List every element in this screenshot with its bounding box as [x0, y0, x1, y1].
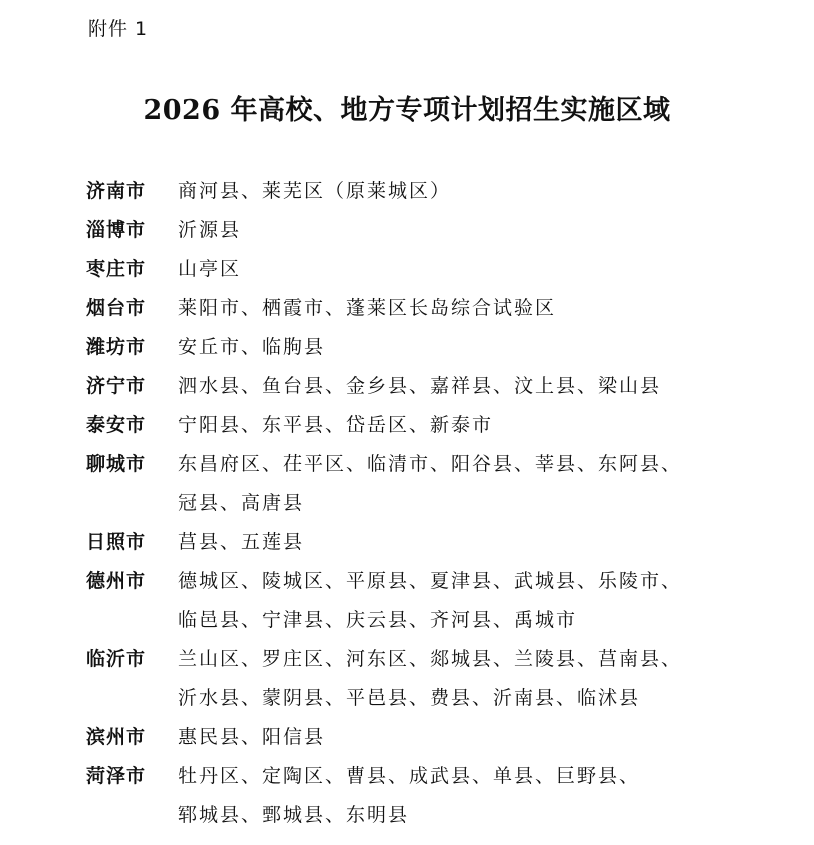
city-name: 淄博市 [86, 219, 147, 241]
county-line: 安丘市、临朐县 [178, 336, 326, 358]
region-row-linyi [86, 640, 746, 718]
region-row-yantai [86, 289, 746, 328]
attachment-label: 附件 1 [88, 18, 149, 40]
region-list [86, 172, 746, 835]
county-list [178, 445, 746, 523]
city-name: 临沂市 [86, 648, 147, 670]
region-row-jinan [86, 172, 746, 211]
city-name: 济南市 [86, 180, 147, 202]
city-name: 日照市 [86, 531, 147, 553]
county-line: 沂水县、蒙阴县、平邑县、费县、沂南县、临沭县 [178, 687, 641, 709]
county-list [178, 718, 746, 757]
county-list [178, 172, 746, 211]
city-name: 枣庄市 [86, 258, 147, 280]
region-row-dezhou [86, 562, 746, 640]
city-name: 泰安市 [86, 414, 147, 436]
county-list [178, 289, 746, 328]
county-list [178, 250, 746, 289]
city-name: 菏泽市 [86, 765, 147, 787]
region-row-binzhou [86, 718, 746, 757]
city-name: 滨州市 [86, 726, 147, 748]
county-list [178, 757, 746, 835]
region-row-taian [86, 406, 746, 445]
region-row-jining [86, 367, 746, 406]
county-list [178, 211, 746, 250]
county-line: 临邑县、宁津县、庆云县、齐河县、禹城市 [178, 609, 578, 631]
county-line: 郓城县、鄄城县、东明县 [178, 804, 410, 826]
county-line: 兰山区、罗庄区、河东区、郯城县、兰陵县、莒南县、 [178, 648, 683, 670]
county-list [178, 562, 746, 640]
region-row-heze [86, 757, 746, 835]
city-name: 潍坊市 [86, 336, 147, 358]
city-name: 济宁市 [86, 375, 147, 397]
county-list [178, 328, 746, 367]
region-row-rizhao [86, 523, 746, 562]
county-line: 德城区、陵城区、平原县、夏津县、武城县、乐陵市、 [178, 570, 683, 592]
region-row-zibo [86, 211, 746, 250]
document-title: 2026 年高校、地方专项计划招生实施区域 [143, 95, 671, 126]
county-list [178, 367, 746, 406]
city-name: 聊城市 [86, 453, 147, 475]
county-line: 东昌府区、茌平区、临清市、阳谷县、莘县、东阿县、 [178, 453, 683, 475]
city-name: 烟台市 [86, 297, 147, 319]
city-name: 德州市 [86, 570, 147, 592]
county-line: 沂源县 [178, 219, 242, 241]
county-list [178, 523, 746, 562]
county-line: 牡丹区、定陶区、曹县、成武县、单县、巨野县、 [178, 765, 641, 787]
county-line: 惠民县、阳信县 [178, 726, 326, 748]
county-list [178, 640, 746, 718]
county-line: 山亭区 [178, 258, 242, 280]
region-row-zaozhuang [86, 250, 746, 289]
region-row-liaocheng [86, 445, 746, 523]
county-line: 冠县、高唐县 [178, 492, 305, 514]
county-line: 泗水县、鱼台县、金乡县、嘉祥县、汶上县、梁山县 [178, 375, 662, 397]
county-line: 商河县、莱芜区（原莱城区） [178, 180, 452, 202]
county-list [178, 406, 746, 445]
county-line: 莱阳市、栖霞市、蓬莱区长岛综合试验区 [178, 297, 557, 319]
region-row-weifang [86, 328, 746, 367]
county-line: 宁阳县、东平县、岱岳区、新泰市 [178, 414, 494, 436]
county-line: 莒县、五莲县 [178, 531, 305, 553]
